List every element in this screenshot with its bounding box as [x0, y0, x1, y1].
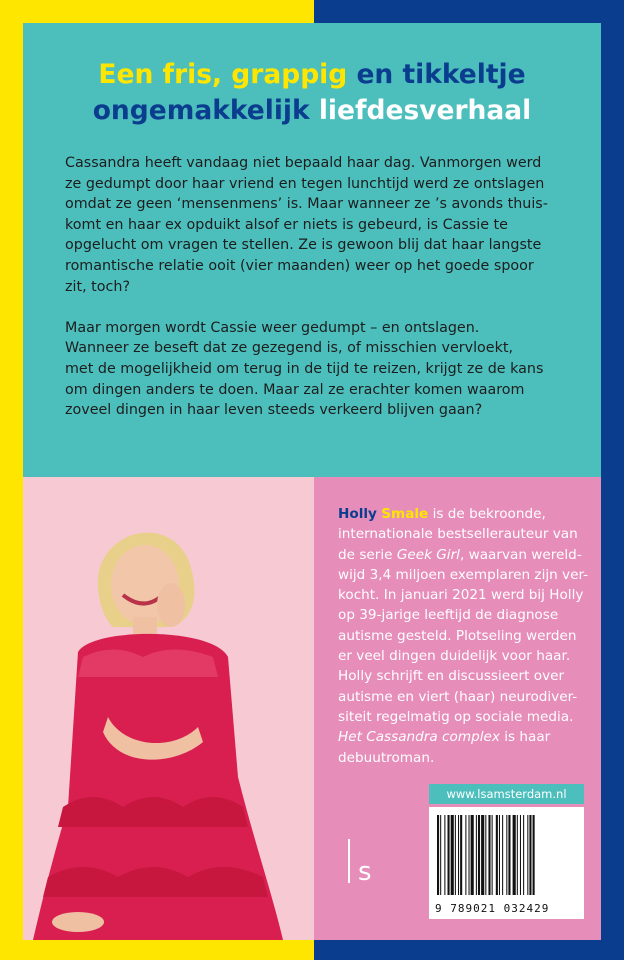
bio-line: Holly schrijft en discussieert over: [338, 668, 565, 685]
author-first-name: Holly: [338, 506, 377, 522]
bio-line: wijd 3,4 miljoen exemplaren zijn ver-: [338, 566, 589, 583]
series-title: Geek Girl: [396, 546, 460, 563]
barcode-bar: [520, 815, 521, 895]
barcode-bar: [508, 815, 510, 895]
headline-line-1: [23, 57, 601, 93]
book-blurb: [65, 153, 575, 441]
blurb-line: opgelucht om vragen te stellen. Ze is gewoon blij dat haar langste: [65, 237, 542, 254]
blurb-line: om dingen anders te doen. Maar zal ze erachter komen waarom: [65, 381, 525, 398]
barcode-bar: [471, 815, 474, 895]
barcode-bar: [488, 815, 490, 895]
barcode-bars: [429, 807, 584, 899]
barcode-bar: [485, 815, 486, 895]
tagline-headline: [23, 57, 601, 129]
bio-line: er veel dingen duidelijk voor haar.: [338, 648, 571, 665]
barcode-bar: [437, 815, 439, 895]
blurb-line: ze gedumpt door haar vriend en tegen lunchtijd werd ze ontslagen: [65, 175, 545, 192]
author-last-name: Smale: [381, 506, 429, 522]
barcode-bar: [502, 815, 503, 895]
barcode-bar: [529, 815, 531, 895]
barcode-bar: [478, 815, 480, 895]
barcode-bar: [492, 815, 493, 895]
blurb-line: komt en haar ex opduikt alsof er niets is gebeurd, is Cassie te: [65, 216, 508, 233]
author-bio: [338, 504, 596, 768]
headline-part: Een fris, grappig: [98, 59, 357, 90]
barcode-bar: [455, 815, 456, 895]
bio-line: siteit regelmatig op sociale media.: [338, 708, 574, 725]
barcode-bar: [440, 815, 441, 895]
barcode-bar: [451, 815, 454, 895]
barcode-bar: [444, 815, 445, 895]
barcode-bar: [499, 815, 500, 895]
bio-line: de serie: [338, 546, 397, 563]
barcode-digits: 9 789021 032429: [435, 902, 550, 915]
barcode-bar: [458, 815, 459, 895]
book-title: Het Cassandra complex: [338, 729, 500, 746]
blurb-line: zoveel dingen in haar leven steeds verkeerd blijven gaan?: [65, 402, 483, 419]
headline-part: liefdesverhaal: [318, 95, 532, 126]
bio-line: internationale bestsellerauteur van: [338, 526, 578, 543]
barcode-bar: [460, 815, 462, 895]
bio-line: autisme en viert (haar) neurodiver-: [338, 688, 578, 705]
bio-line: op 39-jarige leeftijd de diagnose: [338, 607, 559, 624]
bio-line: kocht. In januari 2021 werd bij Holly: [338, 587, 584, 604]
bio-line: is haar: [499, 729, 551, 746]
logo-letter: s: [358, 857, 372, 887]
barcode-bar: [523, 815, 524, 895]
blurb-line: romantische relatie ooit (vier maanden) weer op het goede spoor: [65, 257, 534, 274]
barcode-bar: [476, 815, 477, 895]
headline-part: en tikkeltje: [356, 59, 526, 90]
publisher-url[interactable]: www.lsamsterdam.nl: [429, 784, 584, 804]
barcode-bar: [465, 815, 466, 895]
barcode-bar: [517, 815, 518, 895]
blurb-line: zit, toch?: [65, 278, 131, 295]
barcode-bar: [527, 815, 528, 895]
barcode-bar: [533, 815, 535, 895]
blurb-line: Cassandra heeft vandaag niet bepaald haar dag. Vanmorgen werd: [65, 155, 542, 171]
blurb-line: omdat ze geen ‘mensenmens’ is. Maar wanneer ze ’s avonds thuis-: [65, 196, 548, 213]
author-photo: [23, 477, 314, 940]
blurb-panel: [23, 23, 601, 477]
barcode: [429, 807, 584, 919]
bio-line: autisme gesteld. Plotseling werden: [338, 627, 577, 644]
blurb-line: Maar morgen wordt Cassie weer gedumpt – en ontslagen.: [65, 319, 480, 336]
blurb-line: Wanneer ze beseft dat ze gezegend is, of misschien vervloekt,: [65, 340, 514, 357]
blurb-paragraph-2: [65, 318, 575, 421]
barcode-bar: [448, 815, 450, 895]
bio-line: is de bekroonde,: [428, 506, 546, 522]
bio-line: debuutroman.: [338, 749, 435, 766]
barcode-bar: [496, 815, 498, 895]
bio-line: , waarvan wereld-: [459, 546, 582, 563]
barcode-bar: [506, 815, 507, 895]
author-bio-panel: [314, 477, 601, 940]
blurb-paragraph-1: [65, 153, 575, 297]
blurb-line: met de mogelijkheid om terug in de tijd te reizen, krijgt ze de kans: [65, 360, 544, 377]
logo-bar: [348, 839, 350, 883]
barcode-bar: [469, 815, 470, 895]
headline-part: ongemakkelijk: [92, 95, 319, 126]
headline-line-2: [23, 93, 601, 129]
barcode-bar: [513, 815, 516, 895]
author-photo-illustration: [23, 477, 314, 940]
barcode-bar: [481, 815, 484, 895]
